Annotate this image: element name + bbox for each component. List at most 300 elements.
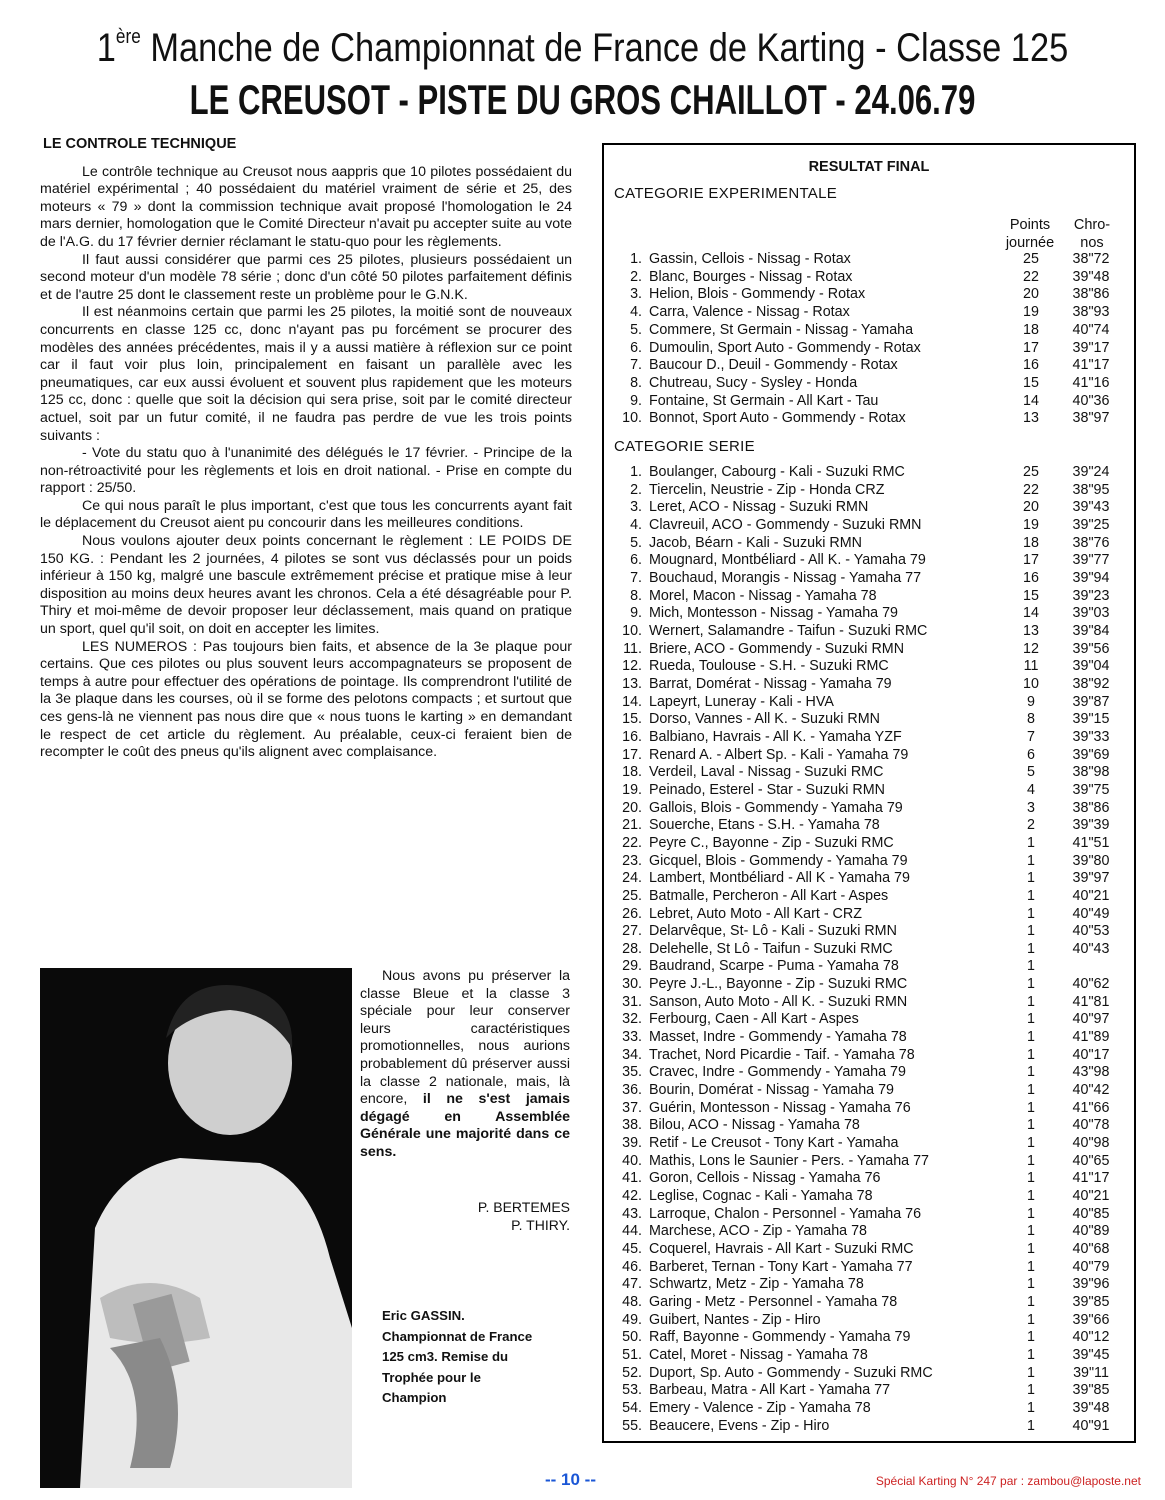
result-row bbox=[612, 1064, 1126, 1082]
chrono: 39"04 bbox=[1072, 658, 1110, 675]
rank: 4. bbox=[630, 516, 642, 533]
points: 13 bbox=[1023, 622, 1039, 639]
result-row bbox=[612, 853, 1126, 871]
chrono: 39"69 bbox=[1072, 746, 1110, 763]
entry: Clavreuil, ACO - Gommendy - Suzuki RMN bbox=[649, 516, 922, 533]
entry: Bonnot, Sport Auto - Gommendy - Rotax bbox=[649, 410, 906, 427]
category-serie: CATEGORIE SERIE bbox=[614, 438, 755, 455]
entry: Rueda, Toulouse - S.H. - Suzuki RMC bbox=[649, 658, 889, 675]
chrono: 39"96 bbox=[1072, 1276, 1110, 1293]
points: 1 bbox=[1027, 1399, 1035, 1416]
points: 25 bbox=[1023, 251, 1039, 267]
result-row bbox=[612, 835, 1126, 853]
chrono: 40"21 bbox=[1072, 1188, 1110, 1205]
entry: Lebret, Auto Moto - All Kart - CRZ bbox=[649, 905, 862, 922]
result-row bbox=[612, 393, 1126, 411]
result-row bbox=[612, 817, 1126, 835]
points: 14 bbox=[1023, 392, 1039, 409]
points: 1 bbox=[1027, 1311, 1035, 1328]
result-row bbox=[612, 482, 1126, 500]
result-row bbox=[612, 711, 1126, 729]
result-row bbox=[612, 870, 1126, 888]
result-row bbox=[612, 764, 1126, 782]
entry: Mougnard, Montbéliard - All K. - Yamaha 79 bbox=[649, 552, 926, 569]
rank: 51. bbox=[622, 1347, 642, 1363]
chrono: 39"24 bbox=[1072, 464, 1110, 480]
signature-bertemes: P. BERTEMES bbox=[477, 1199, 570, 1215]
rank: 29. bbox=[622, 958, 642, 975]
chrono: 38"72 bbox=[1072, 251, 1110, 267]
result-row bbox=[612, 410, 1126, 428]
rank: 44. bbox=[622, 1223, 642, 1240]
chrono: 40"43 bbox=[1072, 940, 1110, 957]
entry: Briere, ACO - Gommendy - Suzuki RMN bbox=[649, 640, 905, 657]
entry: Barrat, Domérat - Nissag - Yamaha 79 bbox=[649, 675, 892, 692]
result-row bbox=[612, 1294, 1126, 1312]
chrono: 39"15 bbox=[1072, 711, 1110, 728]
rank: 8. bbox=[630, 374, 642, 391]
entry: Peinado, Esterel - Star - Suzuki RMN bbox=[649, 781, 885, 798]
entry: Leglise, Cognac - Kali - Yamaha 78 bbox=[649, 1188, 873, 1205]
entry: Retif - Le Creusot - Tony Kart - Yamaha bbox=[649, 1135, 899, 1152]
points: 1 bbox=[1027, 940, 1035, 957]
result-row bbox=[612, 1312, 1126, 1330]
entry: Mathis, Lons le Saunier - Pers. - Yamaha 77 bbox=[649, 1152, 929, 1169]
chrono: 39"80 bbox=[1072, 852, 1110, 869]
chrono: 41"17 bbox=[1072, 357, 1110, 374]
result-row bbox=[612, 1418, 1126, 1436]
chrono: 38"95 bbox=[1072, 481, 1110, 498]
result-row bbox=[612, 1135, 1126, 1153]
rank: 50. bbox=[622, 1329, 642, 1346]
result-row bbox=[612, 464, 1126, 482]
result-row bbox=[612, 304, 1126, 322]
points: 9 bbox=[1027, 693, 1035, 710]
result-row bbox=[612, 906, 1126, 924]
rank: 39. bbox=[622, 1135, 642, 1152]
rank: 22. bbox=[622, 834, 642, 851]
result-row bbox=[612, 605, 1126, 623]
rank: 12. bbox=[622, 658, 642, 675]
points: 1 bbox=[1027, 1205, 1035, 1222]
rank: 42. bbox=[622, 1188, 642, 1205]
points: 16 bbox=[1023, 569, 1039, 586]
entry: Batmalle, Percheron - All Kart - Aspes bbox=[649, 887, 889, 904]
rank: 41. bbox=[622, 1170, 642, 1187]
page-number: -- 10 -- bbox=[545, 1470, 596, 1489]
side-text-bold: il ne s'est jamais dégagé en Assemblée Générale une majorité dans ce sens. bbox=[360, 1091, 570, 1160]
rank: 1. bbox=[630, 464, 642, 480]
result-row bbox=[612, 286, 1126, 304]
rank: 20. bbox=[622, 799, 642, 816]
result-row bbox=[612, 1365, 1126, 1383]
photo-caption: Eric GASSIN. Championnat de France 125 cm3. Remise du Trophée pour le Champion bbox=[382, 1308, 533, 1406]
chrono: 41"66 bbox=[1072, 1099, 1110, 1116]
entry: Barberet, Ternan - Tony Kart - Yamaha 77 bbox=[649, 1258, 913, 1275]
chrono: 39"84 bbox=[1072, 622, 1110, 639]
entry: Duport, Sp. Auto - Gommendy - Suzuki RMC bbox=[649, 1364, 933, 1381]
entry: Fontaine, St Germain - All Kart - Tau bbox=[649, 392, 879, 409]
result-row bbox=[612, 1400, 1126, 1418]
points: 1 bbox=[1027, 1241, 1035, 1258]
points: 1 bbox=[1027, 1046, 1035, 1063]
entry: Emery - Valence - Zip - Yamaha 78 bbox=[649, 1399, 871, 1416]
entry: Garing - Metz - Personnel - Yamaha 78 bbox=[649, 1294, 898, 1311]
rank: 2. bbox=[630, 481, 642, 498]
entry: Leret, ACO - Nissag - Suzuki RMN bbox=[649, 499, 869, 516]
points: 1 bbox=[1027, 1152, 1035, 1169]
entry: Bouchaud, Morangis - Nissag - Yamaha 77 bbox=[649, 569, 922, 586]
entry: Carra, Valence - Nissag - Rotax bbox=[649, 304, 850, 321]
entry: Goron, Cellois - Nissag - Yamaha 76 bbox=[649, 1170, 881, 1187]
rank: 17. bbox=[622, 746, 642, 763]
credit: Spécial Karting N° 247 par : zambou@laposte.net bbox=[875, 1474, 1141, 1488]
entry: Morel, Macon - Nissag - Yamaha 78 bbox=[649, 587, 877, 604]
points: 1 bbox=[1027, 1170, 1035, 1187]
rank: 6. bbox=[630, 552, 642, 569]
entry: Helion, Blois - Gommendy - Rotax bbox=[649, 286, 866, 303]
chrono: 39"77 bbox=[1072, 552, 1110, 569]
article-paragraph: Le contrôle technique au Creusot nous aappris que 10 pilotes possédaient du matériel expérimental ; 40 possédaient du matériel vraiment de série et 25, des moteurs « 79 » dont la commission technique avait proposé l'homologation le 24 mars dernier, homologation que le Comité Directeur n'avait pu accepter suite au vote de l'A.G. du 17 février dernier réclamant le statu-quo pour les règlements. bbox=[40, 163, 572, 250]
chrono: 39"87 bbox=[1072, 693, 1110, 710]
chrono: 39"33 bbox=[1072, 728, 1110, 745]
results-box bbox=[602, 143, 1136, 1443]
points: 11 bbox=[1023, 658, 1039, 675]
rank: 31. bbox=[622, 993, 642, 1010]
entry: Baucour D., Deuil - Gommendy - Rotax bbox=[649, 357, 898, 374]
rank: 25. bbox=[622, 887, 642, 904]
rank: 3. bbox=[630, 499, 642, 516]
article-paragraph: LES NUMEROS : Pas toujours bien faits, et absence de la 3e plaque pour certains. Que ces pilotes ou plus souvent leurs accompagnateurs se proposent de temps à autre pour effectuer des opérations de pointage. Ils comprendront l'utilité de la 3e plaque dans les courses, où il se forme des pelotons compacts ; et surtout que ces gens-là ne viennent pas nous dire que « nous tuons le karting » en demandant le respect de cet article du règlement. Au préalable, ceux-ci feraient bien de recompter le coût des pneus qu'ils alignent avec complaisance. bbox=[40, 638, 572, 761]
result-row bbox=[612, 1117, 1126, 1135]
chrono: 40"74 bbox=[1072, 321, 1110, 338]
chrono: 39"03 bbox=[1072, 605, 1110, 622]
entry: Balbiano, Havrais - All K. - Yamaha YZF bbox=[649, 728, 902, 745]
result-row bbox=[612, 800, 1126, 818]
rank: 47. bbox=[622, 1276, 642, 1293]
rank: 5. bbox=[630, 534, 642, 551]
article-paragraph: Il faut aussi considérer que parmi ces 25 pilotes, plusieurs possédaient un second moteur d'un modèle 78 série ; donc d'un côté 50 pilotes parfaitement définis et de l'autre 25 dont le classement reste un problème pour le G.N.K. bbox=[40, 251, 572, 303]
points-column-header: Points journée bbox=[1005, 217, 1055, 251]
entry: Barbeau, Matra - All Kart - Yamaha 77 bbox=[649, 1382, 891, 1399]
article-column bbox=[40, 136, 572, 762]
entry: Beaucere, Evens - Zip - Hiro bbox=[649, 1417, 830, 1434]
rank: 28. bbox=[622, 940, 642, 957]
rank: 54. bbox=[622, 1399, 642, 1416]
entry: Cravec, Indre - Gommendy - Yamaha 79 bbox=[649, 1064, 906, 1081]
rank: 11. bbox=[623, 640, 642, 657]
rank: 37. bbox=[622, 1099, 642, 1116]
chrono: 38"93 bbox=[1072, 304, 1110, 321]
chrono: 39"45 bbox=[1072, 1347, 1110, 1363]
rank: 36. bbox=[622, 1082, 642, 1099]
points: 18 bbox=[1023, 534, 1039, 551]
rank: 7. bbox=[630, 569, 642, 586]
result-row bbox=[612, 1100, 1126, 1118]
points: 10 bbox=[1023, 675, 1039, 692]
chrono: 40"78 bbox=[1072, 1117, 1110, 1134]
rank: 15. bbox=[622, 711, 642, 728]
rank: 16. bbox=[622, 728, 642, 745]
result-row bbox=[612, 994, 1126, 1012]
result-row bbox=[612, 1382, 1126, 1400]
points: 13 bbox=[1023, 410, 1039, 427]
result-row bbox=[612, 499, 1126, 517]
entry: Ferbourg, Caen - All Kart - Aspes bbox=[649, 1011, 859, 1028]
rank: 1. bbox=[630, 251, 642, 267]
points: 1 bbox=[1027, 1417, 1035, 1434]
entry: Renard A. - Albert Sp. - Kali - Yamaha 79 bbox=[649, 746, 909, 763]
chrono: 39"97 bbox=[1072, 870, 1110, 887]
chrono: 41"16 bbox=[1072, 374, 1110, 391]
points: 8 bbox=[1027, 711, 1035, 728]
rank: 34. bbox=[622, 1046, 642, 1063]
points: 19 bbox=[1023, 516, 1039, 533]
points: 19 bbox=[1023, 304, 1039, 321]
chrono: 40"85 bbox=[1072, 1205, 1110, 1222]
entry: Blanc, Bourges - Nissag - Rotax bbox=[649, 268, 853, 285]
chrono: 39"48 bbox=[1072, 1399, 1110, 1416]
points: 5 bbox=[1027, 764, 1035, 781]
chrono: 39"11 bbox=[1073, 1364, 1109, 1381]
points: 4 bbox=[1027, 781, 1035, 798]
result-row bbox=[612, 1082, 1126, 1100]
article-paragraph: Il est néanmoins certain que parmi les 25 pilotes, la moitié sont de nouveaux concurrents en classe 125 cc, donc n'ayant pas pu forcément se procurer des modèles des années précédentes, mais il y a aussi matière à réflexion sur ce point car il faut voir plus loin, principalement en faisant un parallèle avec les pneumatiques, car eux aussi évoluent et souvent plus rapidement que les moteurs 125 cc, donc : quelle que soit la décision qui sera prise, soit par le comité directeur actuel, soit par un futur comité, il ne faudra pas perdre de vue les trois points suivants : bbox=[40, 304, 572, 444]
rank: 8. bbox=[630, 587, 642, 604]
points: 1 bbox=[1027, 1258, 1035, 1275]
entry: Trachet, Nord Picardie - Taif. - Yamaha 78 bbox=[649, 1046, 915, 1063]
chrono: 40"62 bbox=[1072, 976, 1110, 993]
points: 1 bbox=[1027, 1276, 1035, 1293]
points: 1 bbox=[1027, 1329, 1035, 1346]
chrono: 40"68 bbox=[1072, 1241, 1110, 1258]
result-row bbox=[612, 1188, 1126, 1206]
chrono: 39"66 bbox=[1072, 1311, 1110, 1328]
rank: 23. bbox=[622, 852, 642, 869]
rank: 35. bbox=[622, 1064, 642, 1081]
result-row bbox=[612, 1170, 1126, 1188]
title-line-2: LE CREUSOT - PISTE DU GROS CHAILLOT - 24.06.79 bbox=[189, 76, 976, 123]
entry: Catel, Moret - Nissag - Yamaha 78 bbox=[649, 1347, 868, 1363]
points: 1 bbox=[1027, 976, 1035, 993]
chrono: 40"97 bbox=[1072, 1011, 1110, 1028]
chrono: 40"21 bbox=[1072, 887, 1110, 904]
result-row bbox=[612, 570, 1126, 588]
rank: 45. bbox=[622, 1241, 642, 1258]
points: 1 bbox=[1027, 1188, 1035, 1205]
entry: Larroque, Chalon - Personnel - Yamaha 76 bbox=[649, 1205, 922, 1222]
result-row bbox=[612, 623, 1126, 641]
signature-thiry: P. THIRY. bbox=[511, 1217, 570, 1233]
category-experimentale: CATEGORIE EXPERIMENTALE bbox=[614, 185, 838, 202]
result-row bbox=[612, 941, 1126, 959]
chrono: 40"91 bbox=[1072, 1417, 1110, 1434]
entry: Gassin, Cellois - Nissag - Rotax bbox=[649, 251, 851, 267]
rank: 38. bbox=[622, 1117, 642, 1134]
article-paragraph: - Vote du statu quo à l'unanimité des délégués le 17 février. - Principe de la non-rétroactivité pour les règlements et lois en droit national. - Prise en compte du rapport : 25/50. bbox=[40, 445, 572, 497]
entry: Dumoulin, Sport Auto - Gommendy - Rotax bbox=[649, 339, 921, 356]
result-row bbox=[612, 888, 1126, 906]
result-row bbox=[612, 269, 1126, 287]
chrono: 41"89 bbox=[1072, 1029, 1110, 1046]
points: 25 bbox=[1023, 464, 1039, 480]
chronos-column-header: Chro- nos bbox=[1073, 217, 1111, 251]
result-row bbox=[612, 1259, 1126, 1277]
rank: 33. bbox=[622, 1029, 642, 1046]
result-row bbox=[612, 1153, 1126, 1171]
entry: Sanson, Auto Moto - All K. - Suzuki RMN bbox=[649, 993, 908, 1010]
chrono: 40"53 bbox=[1072, 923, 1110, 940]
result-row bbox=[612, 1029, 1126, 1047]
rank: 52. bbox=[622, 1364, 642, 1381]
points: 16 bbox=[1023, 357, 1039, 374]
chrono: 39"23 bbox=[1072, 587, 1110, 604]
rank: 40. bbox=[622, 1152, 642, 1169]
chrono: 40"98 bbox=[1072, 1135, 1110, 1152]
points: 1 bbox=[1027, 993, 1035, 1010]
chrono: 39"94 bbox=[1072, 569, 1110, 586]
chrono: 39"25 bbox=[1072, 516, 1110, 533]
entry: Tiercelin, Neustrie - Zip - Honda CRZ bbox=[649, 481, 885, 498]
entry: Commere, St Germain - Nissag - Yamaha bbox=[649, 321, 914, 338]
points: 1 bbox=[1027, 887, 1035, 904]
result-row bbox=[612, 658, 1126, 676]
result-row bbox=[612, 1206, 1126, 1224]
points: 18 bbox=[1023, 321, 1039, 338]
rank: 30. bbox=[622, 976, 642, 993]
entry: Chutreau, Sucy - Sysley - Honda bbox=[649, 374, 858, 391]
result-row bbox=[612, 375, 1126, 393]
chrono: 38"97 bbox=[1072, 410, 1110, 427]
chrono: 39"75 bbox=[1072, 781, 1110, 798]
rank: 14. bbox=[622, 693, 642, 710]
chrono: 38"86 bbox=[1072, 286, 1110, 303]
entry: Lambert, Montbéliard - All K - Yamaha 79 bbox=[649, 870, 910, 887]
chrono: 39"17 bbox=[1072, 339, 1110, 356]
rank: 10. bbox=[622, 410, 642, 427]
rank: 9. bbox=[630, 392, 642, 409]
entry: Peyre J.-L., Bayonne - Zip - Suzuki RMC bbox=[649, 976, 908, 993]
entry: Guérin, Montesson - Nissag - Yamaha 76 bbox=[649, 1099, 911, 1116]
chrono: 41"81 bbox=[1072, 993, 1110, 1010]
chrono: 40"17 bbox=[1072, 1046, 1110, 1063]
chrono: 43"98 bbox=[1072, 1064, 1110, 1081]
rank: 46. bbox=[622, 1258, 642, 1275]
result-row bbox=[612, 1047, 1126, 1065]
chrono: 40"79 bbox=[1072, 1258, 1110, 1275]
entry: Verdeil, Laval - Nissag - Suzuki RMC bbox=[649, 764, 884, 781]
chrono: 40"49 bbox=[1072, 905, 1110, 922]
chrono: 38"92 bbox=[1072, 675, 1110, 692]
rank: 19. bbox=[622, 781, 642, 798]
points: 1 bbox=[1027, 923, 1035, 940]
result-row bbox=[612, 782, 1126, 800]
rank: 27. bbox=[622, 923, 642, 940]
rank: 48. bbox=[622, 1294, 642, 1311]
entry: Masset, Indre - Gommendy - Yamaha 78 bbox=[649, 1029, 907, 1046]
chrono: 38"86 bbox=[1072, 799, 1110, 816]
title-line-1: 1ère Manche de Championnat de France de Karting - Classe 125 bbox=[96, 26, 1069, 70]
rank: 53. bbox=[622, 1382, 642, 1399]
points: 1 bbox=[1027, 958, 1035, 975]
article-paragraph: Ce qui nous paraît le plus important, c'est que tous les concurrents ayant fait le déplacement du Creusot aient pu concourir dans les meilleures conditions. bbox=[40, 497, 572, 532]
result-row bbox=[612, 694, 1126, 712]
result-row bbox=[612, 976, 1126, 994]
rank: 3. bbox=[630, 286, 642, 303]
result-row bbox=[612, 588, 1126, 606]
chrono: 41"17 bbox=[1072, 1170, 1110, 1187]
result-row bbox=[612, 552, 1126, 570]
chrono: 39"85 bbox=[1072, 1294, 1110, 1311]
points: 20 bbox=[1023, 499, 1039, 516]
signature bbox=[360, 1198, 570, 1234]
entry: Marchese, ACO - Zip - Yamaha 78 bbox=[649, 1223, 867, 1240]
points: 1 bbox=[1027, 1117, 1035, 1134]
rank: 6. bbox=[630, 339, 642, 356]
result-row bbox=[612, 517, 1126, 535]
result-row bbox=[612, 1329, 1126, 1347]
rank: 5. bbox=[630, 321, 642, 338]
points: 2 bbox=[1027, 817, 1035, 834]
rank: 55. bbox=[622, 1417, 642, 1434]
result-row bbox=[612, 729, 1126, 747]
entry: Guibert, Nantes - Zip - Hiro bbox=[649, 1311, 821, 1328]
chrono: 39"56 bbox=[1072, 640, 1110, 657]
points: 1 bbox=[1027, 1029, 1035, 1046]
entry: Bilou, ACO - Nissag - Yamaha 78 bbox=[649, 1117, 860, 1134]
points: 1 bbox=[1027, 852, 1035, 869]
rank: 43. bbox=[622, 1205, 642, 1222]
rank: 21. bbox=[622, 817, 642, 834]
entry: Wernert, Salamandre - Taifun - Suzuki RMC bbox=[649, 622, 928, 639]
entry: Mich, Montesson - Nissag - Yamaha 79 bbox=[649, 605, 898, 622]
entry: Boulanger, Cabourg - Kali - Suzuki RMC bbox=[649, 464, 905, 480]
rank: 26. bbox=[622, 905, 642, 922]
points: 1 bbox=[1027, 1347, 1035, 1363]
points: 1 bbox=[1027, 834, 1035, 851]
chrono: 40"42 bbox=[1072, 1082, 1110, 1099]
result-row bbox=[612, 958, 1126, 976]
rank: 7. bbox=[630, 357, 642, 374]
entry: Souerche, Etans - S.H. - Yamaha 78 bbox=[649, 817, 880, 834]
entry: Schwartz, Metz - Zip - Yamaha 78 bbox=[649, 1276, 864, 1293]
chrono: 39"48 bbox=[1072, 268, 1110, 285]
points: 12 bbox=[1023, 640, 1039, 657]
result-row bbox=[612, 923, 1126, 941]
chrono: 40"12 bbox=[1072, 1329, 1110, 1346]
rank: 49. bbox=[622, 1311, 642, 1328]
points: 6 bbox=[1027, 746, 1035, 763]
entry: Coquerel, Havrais - All Kart - Suzuki RMC bbox=[649, 1241, 914, 1258]
entry: Delarvêque, St- Lô - Kali - Suzuki RMN bbox=[649, 923, 897, 940]
chrono: 38"76 bbox=[1072, 534, 1110, 551]
side-text: Nous avons pu préserver la classe Bleue et la classe 3 spéciale pour leur conserver leurs caractéristiques promotionnelles, nous aurions probablement dû préserver aussi la classe 2 nationale, mais, là encore, il ne s'est jamais dégagé en Assemblée Générale une majorité dans ce sens. bbox=[360, 968, 570, 1160]
chrono: 41"51 bbox=[1072, 834, 1110, 851]
chrono: 40"36 bbox=[1072, 392, 1110, 409]
result-row bbox=[612, 1011, 1126, 1029]
result-row bbox=[612, 535, 1126, 553]
points: 1 bbox=[1027, 1064, 1035, 1081]
result-row bbox=[612, 340, 1126, 358]
rank: 9. bbox=[630, 605, 642, 622]
result-row bbox=[612, 1347, 1126, 1365]
result-row bbox=[612, 322, 1126, 340]
entry: Lapeyrt, Luneray - Kali - HVA bbox=[649, 693, 834, 710]
points: 22 bbox=[1023, 481, 1039, 498]
points: 7 bbox=[1027, 728, 1035, 745]
points: 15 bbox=[1023, 374, 1039, 391]
chrono: 38"98 bbox=[1072, 764, 1110, 781]
